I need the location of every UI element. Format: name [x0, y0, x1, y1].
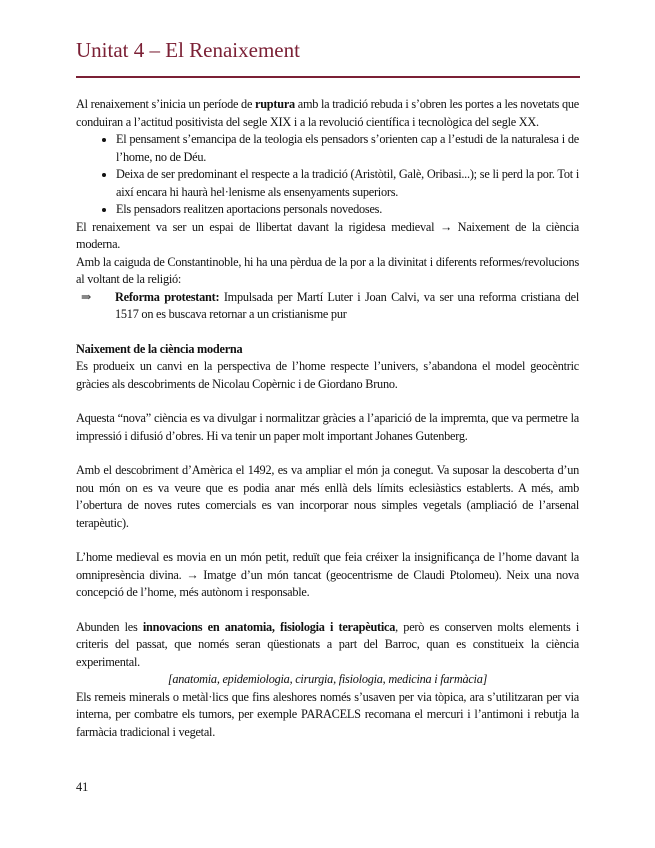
remedies-paragraph: Els remeis minerals o metàl·lics que fins aleshores només s’usaven per via tòpica, ara s’utilitzaran per via interna, per combatre els tumors, per exemple PARACELS recomana el mercuri i l’antimoni i rebutja la farmàcia tradicional i vegetal.: [76, 689, 579, 739]
freedom-paragraph: El renaixement va ser un espai de llibertat davant la rigidesa medieval → Naixement de la ciència moderna.: [76, 219, 579, 251]
double-arrow-icon: ⇒: [81, 289, 92, 304]
list-item: • El pensament s’emancipa de la teologia els pensadors s’orienten cap a l’estudi de la naturalesa i de l’home, no de Déu.: [116, 131, 579, 166]
innovations-bold-term: innovacions en anatomia, fisiologia i terapèutica: [142, 619, 396, 634]
geocentric-paragraph: Es produeix un canvi en la perspectiva de l’home respecte l’univers, s’abandona el model geocèntric gràcies als descobriments de Nicolau Copèrnic i de Giordano Bruno.: [76, 359, 579, 391]
intro-paragraph: [76, 96, 579, 131]
intro-bullet-list: [76, 131, 579, 219]
list-item: • Deixa de ser predominant el respecte a la tradició (Aristòtil, Galè, Oribasi...); se li perd la por. Tot i així encara hi haurà hel·lenisme als ensenyaments superiors.: [116, 166, 579, 201]
reform-description: Impulsada per Martí Luter i Joan Calvi, va ser una reforma cristiana del 1517 on es buscava retornar a un cristianisme pur: [115, 289, 579, 321]
reform-arrow-item: [81, 289, 579, 324]
page-number: 41: [76, 780, 89, 794]
america-paragraph: Amb el descobriment d’Amèrica el 1492, es va ampliar el món ja conegut. Va suposar la descoberta d’un nou món on es va veure que es podia anar més enllà dels límits eclesiàstics establerts. A més, amb l’obertura de noves rutes comercials es van incorporar nous simples vegetals (ampliació de l’arsenal terapèutic).: [76, 463, 579, 530]
reform-bold-label: Reforma protestant:: [115, 289, 220, 304]
page-title: Unitat 4 – El Renaixement: [76, 38, 300, 62]
reform-text: [115, 289, 579, 324]
section-heading-text: Naixement de la ciència moderna: [76, 341, 243, 356]
list-item: • Els pensadors realitzen aportacions personals novedoses.: [116, 201, 579, 219]
innovations-paragraph: [76, 619, 579, 672]
fields-list: [76, 671, 579, 689]
medieval-man-paragraph: L’home medieval es movia en un món petit, reduït que feia créixer la insignificança de l’home davant la omnipresència divina. → Imatge d’un món tancat (geocentrisme de Claudi Ptolomeu). Neix una nova concepció de l’home, més autònom i responsable.: [76, 550, 579, 599]
document-body: [76, 96, 579, 741]
innovations-text-continued: , però es conserven molts elements i criteris del passat, que només seran qüestionats a part del Barroc, quan es constitueix la ciència experimental.: [76, 619, 579, 669]
fields-list-text: [anatomia, epidemiologia, cirurgia, fisiologia, medicina i farmàcia]: [167, 672, 488, 686]
title-divider: [76, 76, 580, 78]
innovations-text: Abunden les: [76, 619, 143, 634]
section-heading: [76, 341, 579, 359]
intro-text-continued: amb la tradició rebuda i s’obren les portes a les novetats que conduiran a l’actitud positivista del segle XIX i a la revolució científica i tecnològica del segle XX.: [76, 97, 580, 129]
printing-paragraph: Aquesta “nova” ciència es va divulgar i normalitzar gràcies a l’aparició de la impremta, que va permetre la impressió i difusió d’obres. Hi va tenir un paper molt important Johanes Gutenberg.: [76, 411, 579, 443]
constantinople-paragraph: Amb la caiguda de Constantinoble, hi ha una pèrdua de la por a la divinitat i diferents reformes/revolucions al voltant de la religió:: [76, 254, 579, 286]
intro-bold-term: ruptura: [255, 97, 295, 111]
intro-text: Al renaixement s’inicia un període de: [76, 97, 255, 111]
